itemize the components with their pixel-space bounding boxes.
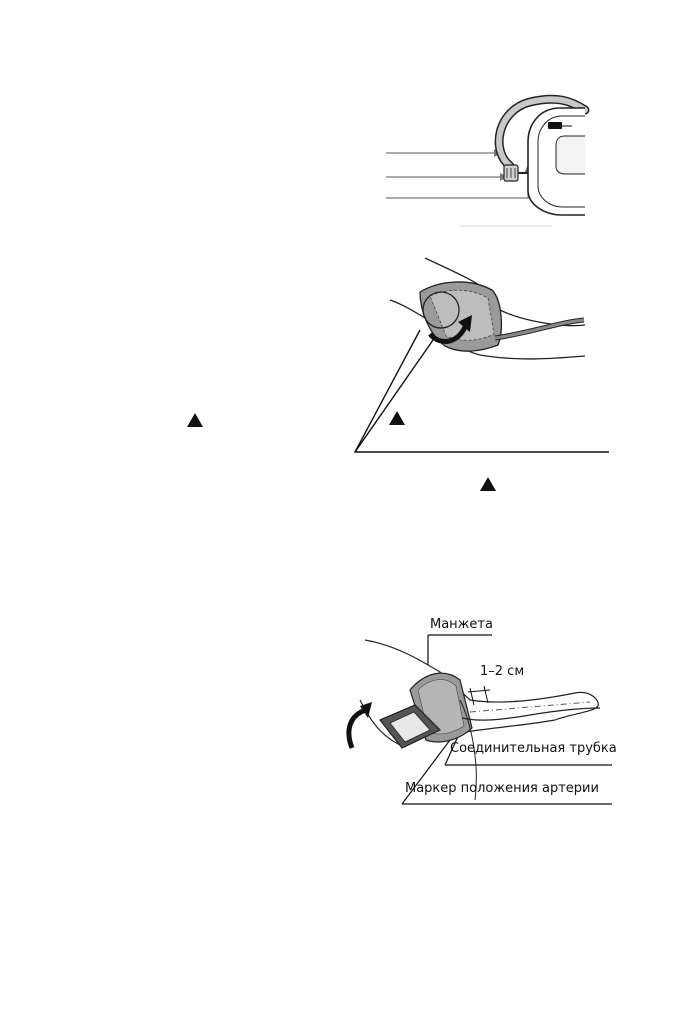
fold-arrow-icon <box>349 710 366 748</box>
artery-marker-label: Маркер положения артерии <box>405 781 599 796</box>
cuff-label: Манжета <box>430 617 493 632</box>
distance-label: 1–2 см <box>480 664 525 679</box>
connecting-tube-label: Соединительная трубка <box>450 741 617 756</box>
